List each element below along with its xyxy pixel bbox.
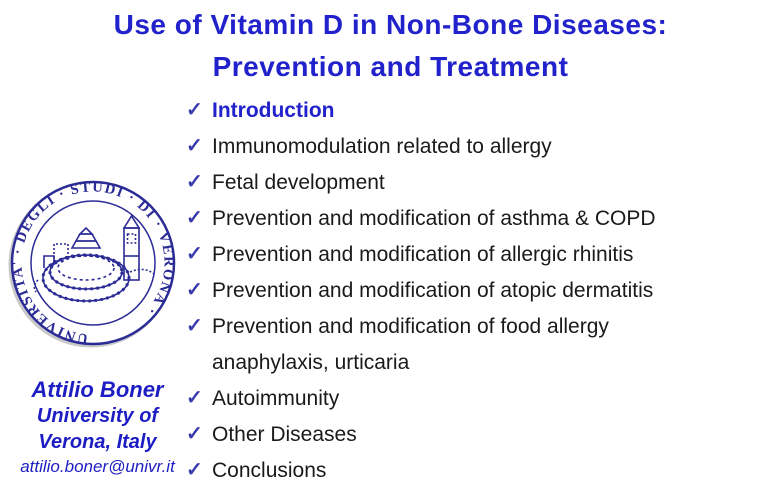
list-item [186, 314, 778, 339]
checkmark-icon: ✓ [186, 387, 203, 409]
page-title-line1: Use of Vitamin D in Non-Bone Diseases: [113, 9, 668, 40]
author-affiliation-line2: Verona, Italy [38, 431, 157, 453]
list-item-label: Conclusions [212, 459, 327, 482]
list-item-label: Prevention and modification of allergic rhinitis [212, 243, 634, 266]
list-item [186, 350, 778, 375]
list-item-label: Other Diseases [212, 423, 357, 446]
checkmark-icon: ✓ [186, 279, 203, 301]
checkmark-icon: ✓ [186, 135, 203, 157]
checkmark-icon: ✓ [186, 423, 203, 445]
list-item [186, 278, 778, 303]
list-item-label: Fetal development [212, 171, 385, 194]
list-item [186, 170, 778, 195]
author-name: Attilio Boner [31, 377, 164, 402]
list-item [186, 422, 778, 447]
agenda-list [186, 98, 778, 494]
seal-icon [6, 176, 180, 350]
list-item [186, 134, 778, 159]
list-item-label: Immunomodulation related to allergy [212, 135, 552, 158]
list-item-label: Introduction [212, 99, 335, 122]
author-affiliation-line1: University of [36, 405, 159, 427]
list-item [186, 98, 778, 123]
page-title [0, 4, 781, 88]
list-item-label: Autoimmunity [212, 387, 340, 410]
list-item-label: Prevention and modification of atopic dermatitis [212, 279, 654, 302]
checkmark-icon: ✓ [186, 207, 203, 229]
seal-ring-text: UNIVERSITA' · DEGLI · STUDI · DI · VERONA · [9, 179, 177, 347]
author-block [0, 376, 195, 479]
university-of-verona-seal-logo [6, 176, 180, 350]
checkmark-icon: ✓ [186, 459, 203, 481]
checkmark-icon: ✓ [186, 171, 203, 193]
list-item [186, 206, 778, 231]
list-item [186, 386, 778, 411]
checkmark-icon: ✓ [186, 315, 203, 337]
checkmark-icon: ✓ [186, 243, 203, 265]
list-item [186, 242, 778, 267]
page-title-line2: Prevention and Treatment [212, 51, 569, 82]
checkmark-icon: ✓ [186, 99, 203, 121]
list-item-label: Prevention and modification of asthma & COPD [212, 207, 656, 230]
list-item-label: anaphylaxis, urticaria [212, 351, 410, 374]
author-email: attilio.boner@univr.it [20, 457, 175, 476]
list-item-label: Prevention and modification of food allergy [212, 315, 609, 338]
list-item [186, 458, 778, 483]
